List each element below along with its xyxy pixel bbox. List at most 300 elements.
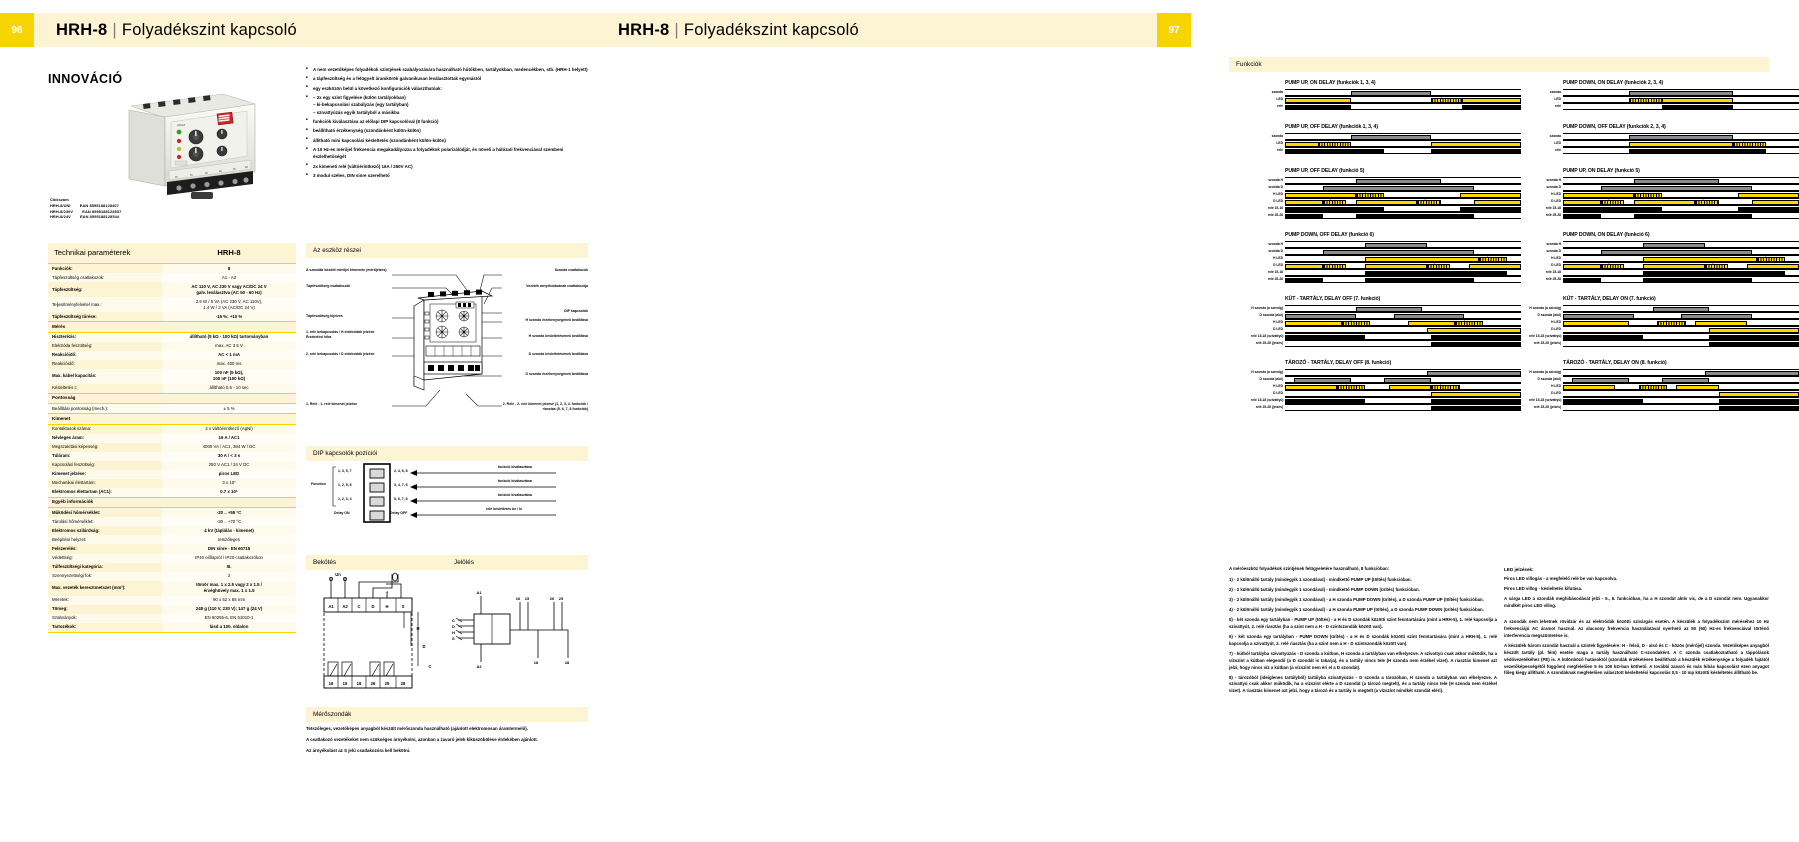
feature-bullet: ■ 3 modul széles, DIN sínre szerelhető <box>306 172 588 179</box>
timing-track <box>1285 312 1521 319</box>
function-list-item: 7) - kútból tartályba szivattyúzás - D szonda a kútban, H szonda a tartályban van elhelyezve. A szivattyú csak akkor működik, ha a vízszint a kútban elegendő (a D szondát is takarja), és a tartály nincs tele (H szonda nem érzékel vizet). A riasztás kimenet azt jelzi, hogy nincs víz a kútban (a vízszint nem éri el a D szondát). <box>1229 650 1497 670</box>
timing-row-label: relé 25-28 (jelzés) <box>1533 340 1561 345</box>
timing-tick-label: t <box>1364 190 1366 195</box>
parts-label-probe-terminals: Szonda csatlakozók <box>554 268 588 272</box>
spec-row-value: 30 A / < 3 s <box>162 452 296 461</box>
spec-row-value: 0.7 x 10⁵ <box>162 488 296 498</box>
spec-row-label: Max. kábel kapacitás: <box>48 369 162 384</box>
svg-text:H: H <box>416 626 420 631</box>
spec-row <box>48 479 296 488</box>
timing-row <box>1529 255 1799 262</box>
timing-row <box>1529 191 1799 198</box>
function-diagram <box>1251 124 1521 154</box>
timing-row <box>1251 312 1521 319</box>
timing-row-label: szonda H <box>1546 241 1561 246</box>
timing-track <box>1285 241 1521 248</box>
svg-text:A2: A2 <box>476 664 482 669</box>
timing-row <box>1251 133 1521 140</box>
svg-text:15: 15 <box>342 681 348 686</box>
section-title-parts: Az eszköz részei <box>306 243 588 258</box>
function-column-right <box>1529 80 1799 424</box>
timing-track <box>1285 369 1521 376</box>
timing-row <box>1529 333 1799 340</box>
spec-row-value: ± 5 % <box>162 404 296 414</box>
function-diagram-title: PUMP DOWN, OFF DELAY (funkciók 2, 3, 4) <box>1563 124 1666 130</box>
timing-row <box>1529 376 1799 383</box>
timing-row-label: relé 15-18 <box>1545 205 1561 210</box>
spec-row-label: Elektromos szilárdság: <box>48 526 162 535</box>
function-list-item: 8) - tározóból (ideiglenes tartályból) tartályba szivattyúzás - D szonda a tározóban, H szonda a tartályban van elhelyezve. A szivattyú csak akkor működik, ha a vízszint elérte a D szondát (a tározó megtelt), és a tartály nincs tele (H szonda nem érzékel vizet). A riasztás kimenet azt jelzi, hogy a tározó és a tartály is megtelt (a vízszint mindkét szondát eléri). <box>1229 674 1497 694</box>
timing-track <box>1563 177 1799 184</box>
svg-text:15: 15 <box>524 596 530 601</box>
function-diagram-title: PUMP DOWN, ON DELAY (funkció 6) <box>1563 232 1650 238</box>
timing-row <box>1251 212 1521 219</box>
timing-segment-blk <box>1365 278 1474 283</box>
timing-row-label: szonda D <box>1546 184 1561 189</box>
spec-row-label: Méretek: <box>48 596 162 605</box>
timing-track <box>1285 319 1521 326</box>
spec-row-label: Hiszterézis: <box>48 332 162 342</box>
timing-row-label: relé <box>1555 103 1561 108</box>
dip-row-left-1: 1, 3, 5, 7 <box>338 469 352 473</box>
header-subtitle-right: Folyadékszint kapcsoló <box>683 20 859 39</box>
timing-row-label: H LED <box>1273 383 1283 388</box>
spec-row-value: -20 .. +55 °C <box>162 508 296 518</box>
timing-row <box>1251 383 1521 390</box>
timing-track <box>1285 191 1521 198</box>
timing-row <box>1529 248 1799 255</box>
spec-row <box>48 452 296 461</box>
timing-row-label: relé 25-28 (jelzés) <box>1255 340 1283 345</box>
timing-track <box>1285 205 1521 212</box>
timing-tick-label: t <box>1345 382 1347 387</box>
spec-row-value: AC < 1 mA <box>162 351 296 360</box>
timing-segment-blk <box>1356 214 1474 219</box>
right-page-header <box>596 13 1191 47</box>
svg-text:18: 18 <box>204 171 208 175</box>
right-paragraph: A készülék három szondát használ a szintek figyelésére: H - felső, D - alsó és C - közös (mérőjel) szonda. Vezetőképes anyagból készült tartály (pl. fém) esetén maga a tartály használható C-szondaként. A C szonda csatlakoztatható a táppólások védővezetékéhez (PE) is. A különböző hatásoktól (szondák érzékelésen beállítható a készülék érzékenysége a folyadék fajtától vezetőképességétől függően) megfelelően 5 és 100 kΩ-ban köthető. A további zavaró és más hibás kapcsolást ezen anyagot főleg kiegy állítható. A szondáknak megfelelően választott késleltetési kapcsolás 0,5 - 10 mp közötti késleltetés állítható be. <box>1504 643 1769 676</box>
spec-row-value: lásd a 100. oldalon <box>162 623 296 633</box>
timing-row <box>1529 262 1799 269</box>
timing-segment-blk <box>1563 214 1601 219</box>
timing-track <box>1563 198 1799 205</box>
spec-row <box>48 297 296 312</box>
spec-row-label: Kimenet jelzése: <box>48 470 162 479</box>
timing-row <box>1251 198 1521 205</box>
function-diagram-title: PUMP DOWN, OFF DELAY (funkció 6) <box>1285 232 1374 238</box>
timing-row <box>1251 305 1521 312</box>
spec-row-value: 248 g (110 V, 230 V); 147 g (24 V) <box>162 605 296 614</box>
svg-text:C: C <box>428 664 432 669</box>
timing-row-label: szonda H <box>1268 177 1283 182</box>
function-diagram-title: TÁROZÓ - TARTÁLY, DELAY OFF (8. funkció) <box>1285 360 1392 366</box>
spec-row-value: max. 400 ms <box>162 360 296 369</box>
timing-row <box>1529 205 1799 212</box>
spec-row-label: Funkciók: <box>48 264 162 274</box>
svg-text:28: 28 <box>244 165 248 169</box>
timing-track <box>1563 390 1799 397</box>
svg-text:16: 16 <box>515 596 521 601</box>
timing-row <box>1251 340 1521 347</box>
timing-row <box>1529 312 1799 319</box>
svg-text:Un: Un <box>335 572 341 577</box>
spec-row-value: állítható (5 kΩ - 100 kΩ) tartományban <box>162 332 296 342</box>
feature-bullet: ■ beállítható érzékenység (szondánként külön-külön) <box>306 127 588 134</box>
timing-track <box>1285 212 1521 219</box>
section-wiring-row <box>306 555 588 570</box>
dip-note-4: relé késleltetés be / ki <box>486 507 522 511</box>
svg-text:S: S <box>452 636 455 641</box>
timing-row-label: szonda H <box>1268 241 1283 246</box>
timing-track <box>1285 248 1521 255</box>
svg-text:15: 15 <box>189 173 193 177</box>
timing-chart <box>1529 133 1799 154</box>
timing-row-label: H szonda (a szívóig) <box>1251 369 1283 374</box>
timing-tick-label: t <box>1608 197 1610 202</box>
order-code-ean: EAN 8595188128544 <box>79 214 120 220</box>
parts-label-d-delay: D szonda késleltetésének beállítása <box>528 352 588 356</box>
header-subtitle-left: Folyadékszint kapcsoló <box>121 20 297 39</box>
feature-sub-list <box>306 94 588 116</box>
timing-row-label: LED <box>1554 96 1561 101</box>
timing-row <box>1251 140 1521 147</box>
timing-row <box>1529 340 1799 347</box>
svg-text:A2: A2 <box>342 604 348 609</box>
timing-segment-blk <box>1431 149 1521 154</box>
timing-tick-label: t <box>1647 382 1649 387</box>
function-diagram <box>1529 296 1799 347</box>
parts-label-supply-terminals: Tápfeszültség csatlakozók <box>306 284 351 288</box>
timing-row-label: szonda <box>1271 133 1283 138</box>
function-list-item: 1) - 2 különálló tartály (mindegyik 1 szondával) - mindkettő PUMP UP (töltés) funkcióban. <box>1229 576 1412 582</box>
feature-sub-item: – ■ 2x egy szint figyelése (külön tartályokban) <box>313 94 588 101</box>
spec-row-value: 8 <box>162 264 296 274</box>
spec-row <box>48 424 296 434</box>
timing-row <box>1251 255 1521 262</box>
function-intro: A mérőeszköz folyadékok szintjének felügyeletére használható, 8 funkcióban: <box>1229 566 1390 571</box>
spec-row-value: A1 - A2 <box>162 273 296 282</box>
spec-row-label: Túláram: <box>48 452 162 461</box>
spec-row <box>48 384 296 394</box>
spec-row-label: Reakcióidő: <box>48 351 162 360</box>
timing-row <box>1251 184 1521 191</box>
spec-row-label: Tartozékok: <box>48 623 162 633</box>
function-list-item: 6) - két szonda egy tartályban - PUMP DOWN (ürítés) - a H és D szondák közötti szint fenntartására (mint a HRH-5), 1. relé kapcsolja a szivattyút, 2. relé riasztás (ha a szint nem a H - D szintszondák között van). <box>1229 633 1497 646</box>
svg-text:S: S <box>401 604 405 609</box>
spec-row <box>48 488 296 498</box>
timing-row-label: H LED <box>1551 191 1561 196</box>
function-diagram-title: PUMP DOWN, ON DELAY (funkciók 2, 3, 4) <box>1563 80 1664 86</box>
svg-text:H: H <box>385 604 389 609</box>
timing-track <box>1563 241 1799 248</box>
timing-row <box>1251 147 1521 154</box>
timing-tick-label: t <box>1328 139 1330 144</box>
timing-row <box>1529 326 1799 333</box>
timing-row <box>1251 89 1521 96</box>
spec-row <box>48 517 296 526</box>
timing-row-label: relé 25-28 (jelzés) <box>1533 404 1561 409</box>
timing-tick-label: t <box>1712 261 1713 266</box>
spec-row-value: 4 kV (táplálás - kimenet) <box>162 526 296 535</box>
dip-row-right-1: 2, 4, 6, 8 <box>394 469 408 473</box>
spec-group-row <box>48 393 296 403</box>
parts-label-relay1: 1. relé bekapcsolás / H elektródák jelzése Érzékelési hiba <box>306 330 375 339</box>
spec-row-value: 16 A / AC1 <box>162 434 296 443</box>
timing-track <box>1563 103 1799 110</box>
timing-tick-label: t <box>1463 318 1465 323</box>
timing-row-label: H LED <box>1273 255 1283 260</box>
order-code-type: HRH-8/230V <box>50 208 74 214</box>
dip-note-1: funkció kiválasztása <box>498 465 532 469</box>
function-diagram <box>1529 124 1799 154</box>
timing-track <box>1285 376 1521 383</box>
function-diagram-title: KÚT - TARTÁLY, DELAY ON (7. funkció) <box>1563 296 1656 302</box>
section-title-functions: Funkciók <box>1229 57 1769 72</box>
spec-row-value: max. AC 3.5 V <box>162 342 296 351</box>
dip-row-left-2: 1, 2, 5, 6 <box>338 483 352 487</box>
feature-bullet: ■ 2x kimeneti relé (váltóérintkező) 16A / 250V AC) <box>306 163 588 170</box>
spec-row <box>48 332 296 342</box>
timing-row <box>1529 140 1799 147</box>
spec-group-row <box>48 414 296 424</box>
spec-row <box>48 596 296 605</box>
timing-track <box>1563 248 1799 255</box>
spec-row <box>48 470 296 479</box>
timing-track <box>1563 397 1799 404</box>
timing-row <box>1251 319 1521 326</box>
spec-row <box>48 404 296 414</box>
svg-text:D: D <box>452 624 455 629</box>
spec-row-value: 90 x 52 x 65 mm <box>162 596 296 605</box>
timing-track <box>1563 140 1799 147</box>
timing-tick-label: t <box>1702 197 1704 202</box>
timing-row-label: szonda <box>1549 133 1561 138</box>
timing-tick-label: t <box>1639 95 1641 100</box>
timing-row-label: relé 15-18 (szivattyú) <box>1251 333 1284 338</box>
timing-segment-blk <box>1563 278 1601 283</box>
timing-row-label: D LED <box>1551 198 1561 203</box>
timing-track <box>1285 262 1521 269</box>
spec-row <box>48 342 296 351</box>
timing-row <box>1251 276 1521 283</box>
timing-chart <box>1529 89 1799 110</box>
timing-segment-blk <box>1431 406 1521 411</box>
timing-row <box>1529 89 1799 96</box>
function-list-item: 4) - 2 különálló tartály (mindegyik 1 szondával) - a H szonda PUMP UP (töltés), a D szonda PUMP DOWN (ürítés) funkcióban. <box>1229 607 1484 612</box>
timing-row <box>1529 241 1799 248</box>
svg-text:26: 26 <box>370 681 376 686</box>
function-diagram <box>1251 232 1521 283</box>
svg-text:25: 25 <box>558 596 564 601</box>
spec-row-label: Késleltetés t: <box>48 384 162 394</box>
timing-segment-blk <box>1709 342 1799 347</box>
timing-track <box>1563 276 1799 283</box>
timing-tick-label: t <box>1440 382 1442 387</box>
timing-track <box>1563 383 1799 390</box>
svg-text:A1: A1 <box>476 590 482 595</box>
timing-track <box>1285 404 1521 411</box>
spec-row-value: 4000 VA / AC1, 384 W / DC <box>162 443 296 452</box>
spec-group-label: Pontosság <box>48 393 296 403</box>
spec-row <box>48 434 296 443</box>
spec-row-label: Megszakítási képesség: <box>48 443 162 452</box>
svg-text:D: D <box>371 604 375 609</box>
page-number-left: 96 <box>0 13 34 47</box>
timing-row-label: szonda <box>1271 89 1283 94</box>
timing-row-label: H LED <box>1551 255 1561 260</box>
spec-row-label: Tápfeszültség: <box>48 282 162 297</box>
feature-sub-item: – szivattyúzás egyik tartályból a másikba <box>313 109 588 116</box>
timing-track <box>1563 340 1799 347</box>
timing-track <box>1563 369 1799 376</box>
timing-row <box>1529 404 1799 411</box>
spec-row-value: tömör max. 1 x 2.5 vagy 2 x 1.5 / érvéghüvely max. 1 x 1.5 <box>162 581 296 596</box>
timing-row-label: relé 15-18 <box>1267 269 1283 274</box>
spec-row-value: 3 x 10⁷ <box>162 479 296 488</box>
spec-row-label: Elektróda feszültség: <box>48 342 162 351</box>
timing-tick-label: t <box>1765 254 1767 259</box>
spec-row-label: Túlfeszültségi kategória: <box>48 563 162 572</box>
parts-label-shield-terminal: Vezeték árnyékolásának csatlakozója <box>526 284 588 288</box>
svg-text:A1: A1 <box>328 604 334 609</box>
spec-row <box>48 282 296 297</box>
timing-row-label: szonda D <box>1546 248 1561 253</box>
spec-row <box>48 554 296 563</box>
timing-row-label: szonda D <box>1268 248 1283 253</box>
probe-paragraph-1: Tetszőleges, vezetőképes anyagból készült mérőszonda használható (ajánlott elektromosan áramtermelő). <box>306 726 528 731</box>
function-diagram <box>1529 232 1799 283</box>
timing-chart <box>1251 177 1521 219</box>
timing-segment-blk <box>1285 278 1323 283</box>
dip-row-left-4: Delay ON <box>334 511 350 515</box>
timing-row-label: LED <box>1554 140 1561 145</box>
spec-row-label: Kapcsolási feszültség: <box>48 461 162 470</box>
timing-track <box>1285 103 1521 110</box>
timing-track <box>1563 319 1799 326</box>
spec-row <box>48 544 296 553</box>
feature-bullet: ■ A 10 Hz-es mérőjel frekvencia megakadályozza a folyadékok polarizálódját, és növeli a hálózati frekvenciával szembeni észlelhetőségét <box>306 146 588 160</box>
svg-text:C: C <box>357 604 361 609</box>
timing-row-label: szonda D <box>1268 184 1283 189</box>
spec-row-value: AC 110 V, AC 230 V vagy AC/DC 24 V galv. leválasztva (AC 50 - 60 Hz) <box>162 282 296 297</box>
svg-text:28: 28 <box>400 681 406 686</box>
timing-track <box>1285 147 1521 154</box>
timing-track <box>1285 390 1521 397</box>
timing-row-label: D LED <box>1273 390 1283 395</box>
timing-track <box>1563 212 1799 219</box>
timing-track <box>1563 133 1799 140</box>
timing-row-label: relé 15-18 (szivattyú) <box>1529 397 1562 402</box>
timing-track <box>1563 262 1799 269</box>
order-code-type: HRH-8/24V <box>50 214 71 220</box>
timing-row <box>1529 147 1799 154</box>
spec-row-label: Teljesítményfelvétel max.: <box>48 297 162 312</box>
function-diagram <box>1251 80 1521 110</box>
timing-row-label: LED <box>1276 140 1283 145</box>
timing-row-label: H LED <box>1551 319 1561 324</box>
led-description-column <box>1504 566 1769 681</box>
spec-row <box>48 623 296 633</box>
timing-track <box>1285 333 1521 340</box>
timing-track <box>1285 340 1521 347</box>
product-image <box>95 86 285 201</box>
svg-text:16: 16 <box>174 175 178 179</box>
spec-group-label: Mérés <box>48 322 296 332</box>
spec-row-value: III. <box>162 563 296 572</box>
timing-row <box>1251 404 1521 411</box>
timing-row <box>1529 133 1799 140</box>
timing-track <box>1285 276 1521 283</box>
timing-track <box>1285 305 1521 312</box>
timing-row <box>1251 205 1521 212</box>
dip-note-3: funkció kiválasztása <box>498 493 532 497</box>
page-number-right: 97 <box>1157 13 1191 47</box>
timing-tick-label: t <box>1424 197 1426 202</box>
timing-segment-blk <box>1643 278 1752 283</box>
timing-row <box>1251 96 1521 103</box>
spec-row-value: állítható 0.5 - 10 sec <box>162 384 296 394</box>
product-code-right: HRH-8 <box>618 20 670 39</box>
timing-row-label: relé 25-28 (jelzés) <box>1255 404 1283 409</box>
dip-row-right-4: Delay OFF <box>390 511 408 515</box>
timing-row <box>1529 369 1799 376</box>
timing-chart <box>1529 369 1799 411</box>
order-code-ean: EAN 8595188128407 <box>79 202 119 208</box>
svg-text:16: 16 <box>328 681 334 686</box>
spec-row-label: Védettség: <box>48 554 162 563</box>
function-diagram-title: PUMP UP, OFF DELAY (funkció 5) <box>1285 168 1365 174</box>
function-diagram <box>1529 360 1799 411</box>
spec-row-value: 2 x váltóérintkező (AgNi) <box>162 424 296 434</box>
timing-chart <box>1251 369 1521 411</box>
timing-row <box>1251 191 1521 198</box>
timing-row <box>1251 376 1521 383</box>
timing-row-label: relé 15-18 (szivattyú) <box>1251 397 1284 402</box>
timing-row <box>1251 241 1521 248</box>
timing-track <box>1563 255 1799 262</box>
function-diagram <box>1529 168 1799 219</box>
timing-row <box>1251 262 1521 269</box>
spec-row-value: 100 nF (5 kΩ), 100 nF (100 kΩ) <box>162 369 296 384</box>
timing-segment-blk <box>1285 105 1351 110</box>
spec-row-label: Szabványok: <box>48 614 162 623</box>
parts-label-h-delay: H szonda késleltetésének beállítása <box>528 334 588 338</box>
right-paragraph: A szondák nem lehetnek rövidzár és az elektródák közötti szivárgás esetén. A készülék a folyadékszint méréséhez 10 Hz frekvenciájú AC áramot használ. Az alacsony frekvencia használatával nyerhető az 50 (60) Hz-es frekvenciával történő interferencia megszüntetése is. <box>1504 619 1769 638</box>
timing-track <box>1563 205 1799 212</box>
timing-row <box>1529 383 1799 390</box>
feature-bullet: ■ A nem vezetőképes folyadékok szintjének szabályozására használható hűtőkben, tartályokban, medencékben, stb. (HRH-1 helyett) <box>306 66 588 73</box>
timing-row-label: H LED <box>1273 191 1283 196</box>
function-list-item: 3) - 2 különálló tartály (mindegyik 1 szondával) - a H szonda PUMP DOWN (ürítés), a D szonda PUMP UP (töltés) funkcióban. <box>1229 596 1484 602</box>
spec-group-label: Kimenet <box>48 414 296 424</box>
parts-label-probe-signal: A szondák közötti mérőjel kimenete (mérőjelzés) <box>306 268 387 272</box>
parts-label-dip-switches: DIP kapcsolók <box>564 309 588 313</box>
timing-chart <box>1529 305 1799 347</box>
timing-row <box>1529 269 1799 276</box>
timing-track <box>1563 96 1799 103</box>
svg-text:25: 25 <box>384 681 390 686</box>
timing-row-label: H LED <box>1273 319 1283 324</box>
led-list-item: A sárga LED a szondák meghibásodását jelzi - 5., 6. funkcióban, ha a H szondát aktív vic, de a D szondát nem. Ugyanakkor mindkét piros LED villog. <box>1504 596 1769 609</box>
spec-row <box>48 581 296 596</box>
order-codes <box>50 197 121 220</box>
spec-row-label: Névleges áram: <box>48 434 162 443</box>
spec-row <box>48 273 296 282</box>
header-title-right <box>596 13 1157 47</box>
timing-tick-label: t <box>1608 261 1610 266</box>
timing-row <box>1529 276 1799 283</box>
spec-row <box>48 461 296 470</box>
